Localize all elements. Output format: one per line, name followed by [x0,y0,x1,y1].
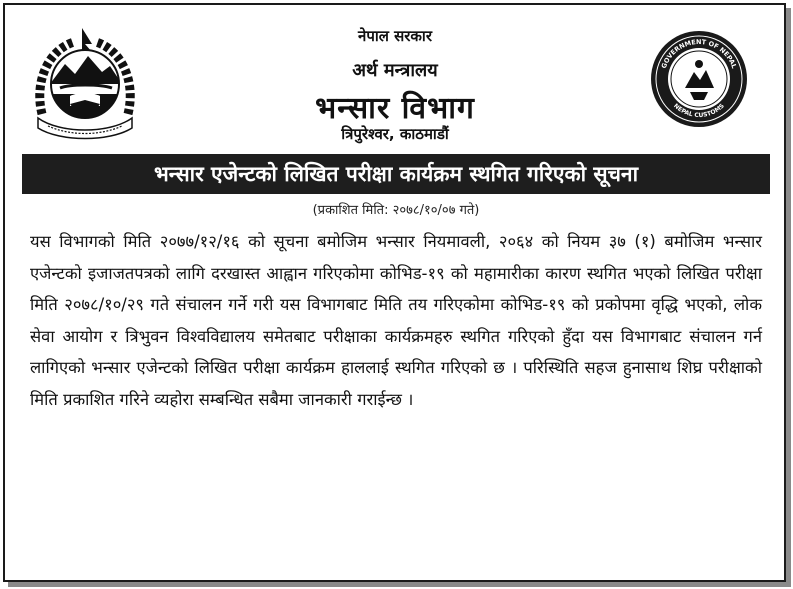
seal-bottom-ring-text: NEPAL CUSTOMS [672,102,726,120]
svg-text:GOVERNMENT OF NEPAL [660,38,738,70]
seal-ring-text: GOVERNMENT OF NEPAL [659,37,739,70]
nepal-government-emblem-icon [30,22,140,140]
svg-text:NEPAL CUSTOMS [672,102,726,119]
header-government: नेपाल सरकार [358,27,432,45]
frame-shadow-bottom [8,582,791,587]
frame-shadow-right [786,8,791,586]
header-location: त्रिपुरेश्वर, काठमाडौं [341,125,449,143]
nepal-customs-seal-text [650,30,748,128]
notice-body: यस विभागको मिति २०७७/१२/१६ को सूचना बमोजिम भन्सार नियमावली, २०६४ को नियम ३७ (१) बमोजिम भन्सार एजेन्टको इजाजतपत्रको लागि दरखास्त आह्वान गरिएकोमा कोभिड-१९ को महामारीका कारण स्थगित भएको लिखित परीक्षा मिति २०७८/१०/२९ गते संचालन गर्ने गरी यस विभागबाट मिति तय गरिएकोमा कोभिड-१९ को प्रकोपमा वृद्धि भएको, लोक सेवा आयोग र त्रिभुवन विश्वविद्यालय समेतबाट परीक्षाका कार्यक्रमहरु स्थगित गरिएको हुँदा यस विभागबाट संचालन गर्न लागिएको भन्सार एजेन्टको लिखित परीक्षा कार्यक्रम हाललाई स्थगित गरिएको छ । परिस्थिति सहज हुनासाथ शिघ्र परीक्षाको मिति प्रकाशित गरिने व्यहोरा सम्बन्धित सबैमा जानकारी गराईन्छ । [30,232,762,409]
header-ministry: अर्थ मन्त्रालय [352,60,438,81]
header-department: भन्सार विभाग [315,91,475,126]
notice-title: भन्सार एजेन्टको लिखित परीक्षा कार्यक्रम स्थगित गरिएको सूचना [22,154,770,194]
published-date: (प्रकाशित मिति: २०७८/१०/०७ गते) [312,203,480,218]
